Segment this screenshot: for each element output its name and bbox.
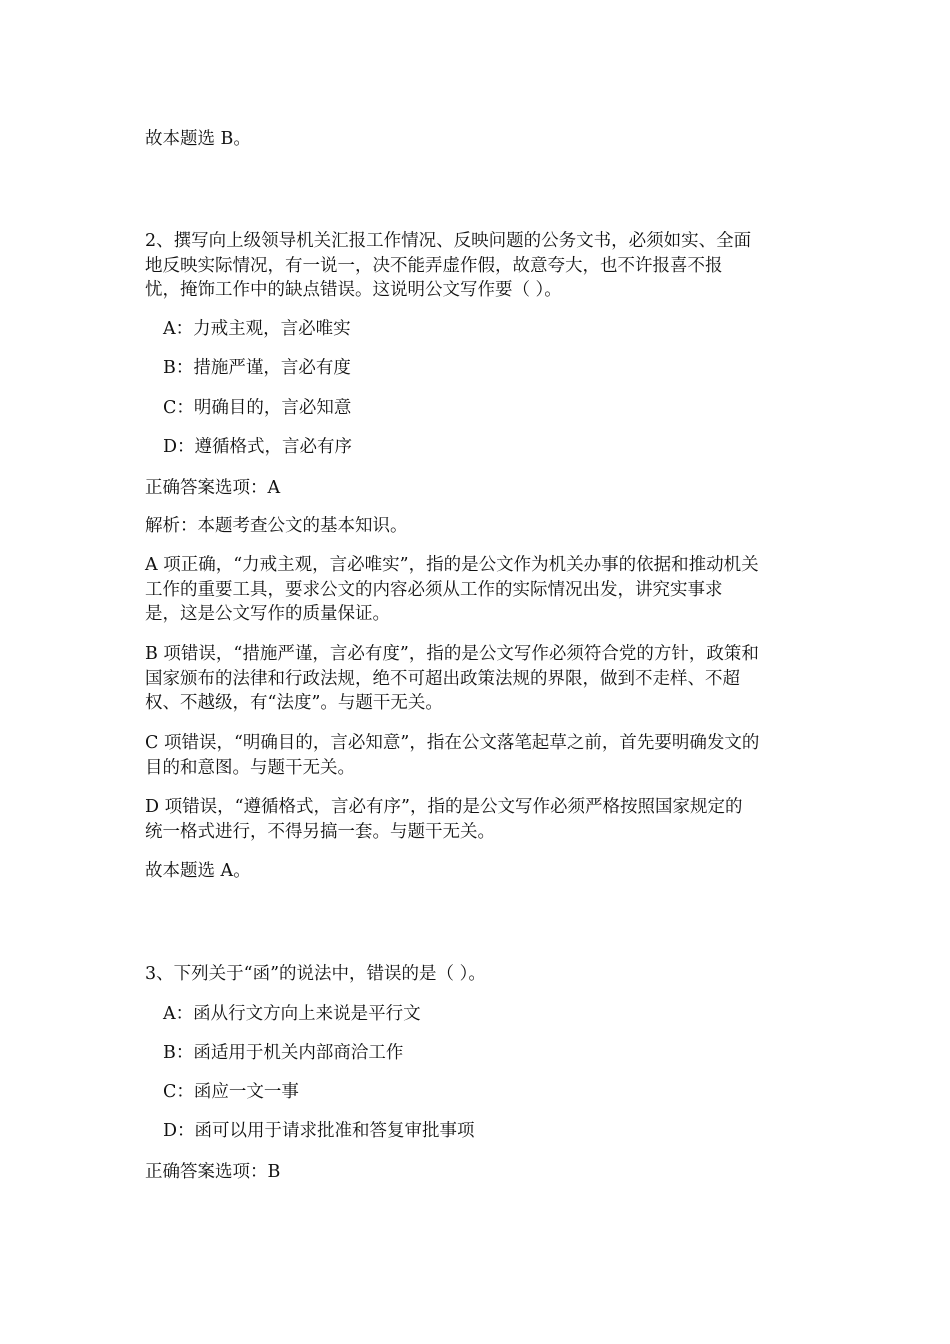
q2-option-d: D：遵循格式，言必有序 [163,437,353,457]
explain-line: 权、不越级，有“法度”。与题干无关。 [145,693,443,713]
q3-option-a: A：函从行文方向上来说是平行文 [163,1004,421,1024]
q3-stem: 3、下列关于“函”的说法中，错误的是（ ）。 [145,964,486,984]
q2-stem-line: 忧，掩饰工作中的缺点错误。这说明公文写作要（ ）。 [145,280,562,300]
q1-conclusion: 故本题选 B。 [145,129,251,149]
q2-explain-b [145,642,810,716]
q2-explain-a [145,553,810,627]
explain-line: 是，这是公文写作的质量保证。 [145,604,390,624]
q2-stem [145,229,810,303]
explain-line: C 项错误，“明确目的，言必知意”，指在公文落笔起草之前，首先要明确发文的 [145,733,760,753]
explain-line: 国家颁布的法律和行政法规，绝不可超出政策法规的界限，做到不走样、不超 [145,668,740,689]
q2-explain-d [145,795,810,844]
q3-option-c: C：函应一文一事 [163,1082,299,1102]
explain-line: B 项错误，“措施严谨，言必有度”，指的是公文写作必须符合党的方针，政策和 [145,644,759,664]
q2-explain-c [145,731,810,780]
q2-option-a: A：力戒主观，言必唯实 [163,319,351,339]
q2-analysis-intro: 解析：本题考查公文的基本知识。 [145,516,408,536]
explain-line: A 项正确，“力戒主观，言必唯实”，指的是公文作为机关办事的依据和推动机关 [145,555,759,575]
explain-line: 统一格式进行，不得另搞一套。与题干无关。 [145,821,495,842]
q3-answer: 正确答案选项：B [145,1162,281,1182]
q2-option-b: B：措施严谨，言必有度 [163,358,351,378]
explain-line: D 项错误，“遵循格式，言必有序”，指的是公文写作必须严格按照国家规定的 [145,797,743,817]
q3-option-b: B：函适用于机关内部商洽工作 [163,1043,404,1063]
q2-conclusion: 故本题选 A。 [145,861,251,881]
explain-line: 目的和意图。与题干无关。 [145,757,355,778]
q3-option-d: D：函可以用于请求批准和答复审批事项 [163,1121,475,1141]
explain-line: 工作的重要工具，要求公文的内容必须从工作的实际情况出发，讲究实事求 [145,579,723,600]
q2-stem-line: 2、撰写向上级领导机关汇报工作情况、反映问题的公务文书，必须如实、全面 [145,231,752,251]
q2-answer: 正确答案选项：A [145,478,281,498]
q2-option-c: C：明确目的，言必知意 [163,398,352,418]
q2-stem-line: 地反映实际情况，有一说一，决不能弄虚作假，故意夸大，也不许报喜不报 [145,255,723,276]
